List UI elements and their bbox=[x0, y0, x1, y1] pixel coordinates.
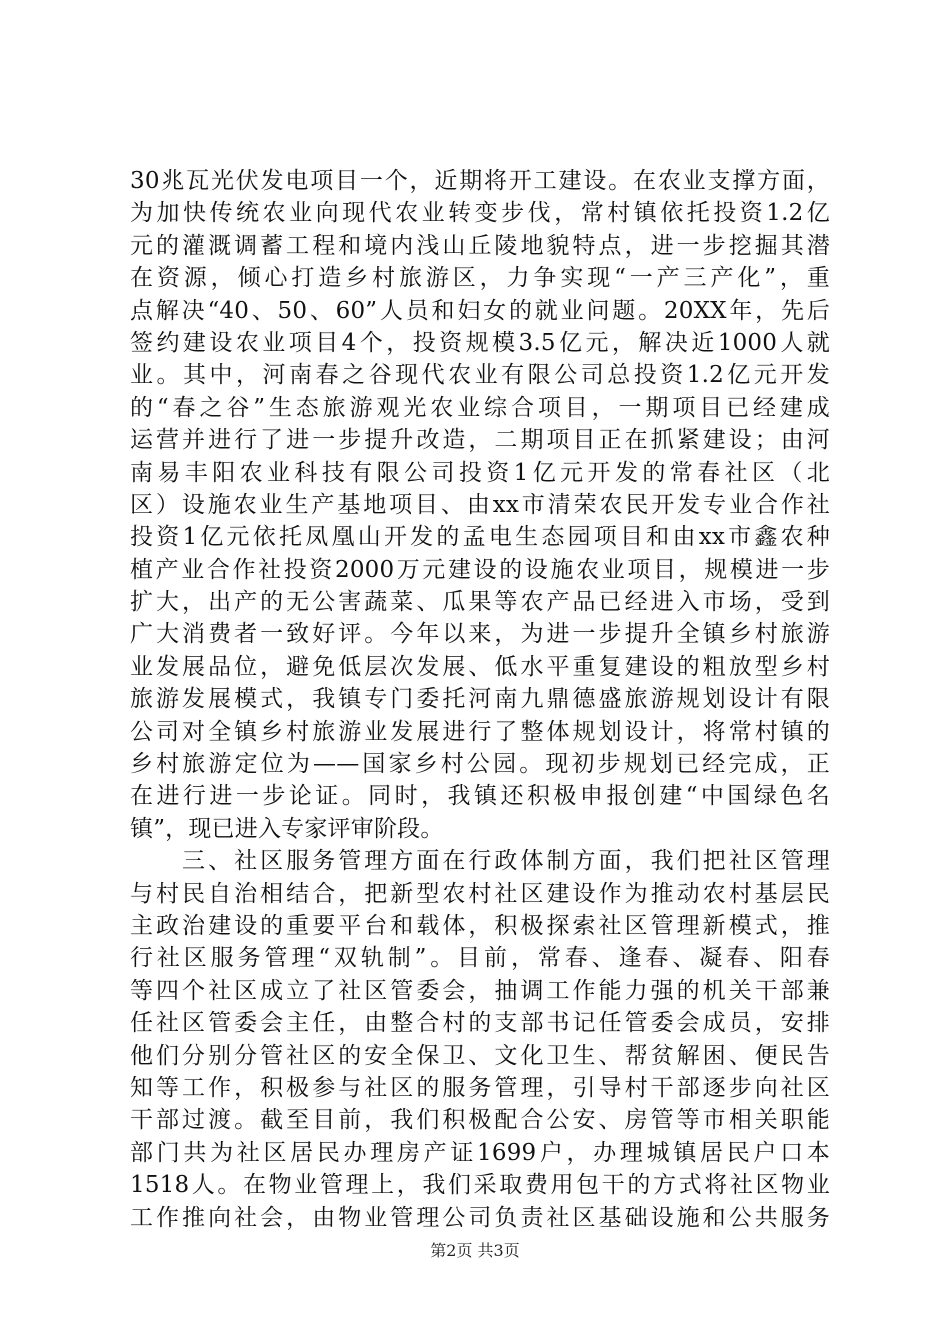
text-line: 签约建设农业项目4个，投资规模3.5亿元，解决近1000人就 bbox=[130, 329, 830, 356]
text-line: 工作推向社会，由物业管理公司负责社区基础设施和公共服务 bbox=[130, 1204, 830, 1231]
text-line: 在进行进一步论证。同时，我镇还积极申报创建“中国绿色名 bbox=[130, 783, 830, 810]
text-line: 30兆瓦光伏发电项目一个，近期将开工建设。在农业支撑方面， bbox=[130, 168, 830, 194]
text-line: 业发展品位，避免低层次发展、低水平重复建设的粗放型乡村 bbox=[130, 653, 830, 680]
page-footer: 第2页 共3页 bbox=[430, 1241, 520, 1260]
text-line: 运营并进行了进一步提升改造，二期项目正在抓紧建设；由河 bbox=[130, 427, 830, 454]
text-line: 三、社区服务管理方面在行政体制方面，我们把社区管理 bbox=[130, 848, 830, 875]
text-line: 行社区服务管理“双轨制”。目前，常春、逢春、凝春、阳春 bbox=[130, 945, 830, 972]
text-line: 乡村旅游定位为——国家乡村公园。现初步规划已经完成，正 bbox=[130, 751, 830, 778]
text-line: 植产业合作社投资2000万元建设的设施农业项目，规模进一步 bbox=[130, 556, 830, 583]
text-line: 主政治建设的重要平台和载体，积极探索社区管理新模式，推 bbox=[130, 912, 830, 939]
body-text bbox=[130, 165, 830, 1234]
text-line: 扩大，出产的无公害蔬菜、瓜果等农产品已经进入市场，受到 bbox=[130, 589, 830, 616]
text-line: 区）设施农业生产基地项目、由xx市清荣农民开发专业合作社 bbox=[130, 491, 830, 518]
text-line: 旅游发展模式，我镇专门委托河南九鼎德盛旅游规划设计有限 bbox=[130, 686, 830, 713]
text-line: 1518人。在物业管理上，我们采取费用包干的方式将社区物业 bbox=[130, 1172, 830, 1199]
text-line: 为加快传统农业向现代农业转变步伐，常村镇依托投资1.2亿 bbox=[130, 200, 830, 227]
text-line: 元的灌溉调蓄工程和境内浅山丘陵地貌特点，进一步挖掘其潜 bbox=[130, 232, 830, 259]
text-line: 在资源，倾心打造乡村旅游区，力争实现“一产三产化”，重 bbox=[130, 265, 830, 292]
text-line: 广大消费者一致好评。今年以来，为进一步提升全镇乡村旅游 bbox=[130, 621, 830, 648]
text-line: 知等工作，积极参与社区的服务管理，引导村干部逐步向社区 bbox=[130, 1074, 830, 1101]
text-line: 业。其中，河南春之谷现代农业有限公司总投资1.2亿元开发 bbox=[130, 362, 830, 389]
text-line: 投资1亿元依托凤凰山开发的孟电生态园项目和由xx市鑫农种 bbox=[130, 524, 830, 551]
text-line: 公司对全镇乡村旅游业发展进行了整体规划设计，将常村镇的 bbox=[130, 718, 830, 745]
text-line: 干部过渡。截至目前，我们积极配合公安、房管等市相关职能 bbox=[130, 1107, 830, 1134]
text-line: 部门共为社区居民办理房产证1699户，办理城镇居民户口本 bbox=[130, 1139, 830, 1166]
text-line: 的“春之谷”生态旅游观光农业综合项目，一期项目已经建成 bbox=[130, 394, 830, 421]
text-line: 镇”，现已进入专家评审阶段。 bbox=[130, 815, 444, 842]
text-line: 等四个社区成立了社区管委会，抽调工作能力强的机关干部兼 bbox=[130, 977, 830, 1004]
text-line: 任社区管委会主任，由整合村的支部书记任管委会成员，安排 bbox=[130, 1010, 830, 1037]
text-line: 他们分别分管社区的安全保卫、文化卫生、帮贫解困、便民告 bbox=[130, 1042, 830, 1069]
text-line: 与村民自治相结合，把新型农村社区建设作为推动农村基层民 bbox=[130, 880, 830, 907]
text-line: 南易丰阳农业科技有限公司投资1亿元开发的常春社区（北 bbox=[130, 459, 830, 486]
text-line: 点解决“40、50、60”人员和妇女的就业问题。20XX年，先后 bbox=[130, 297, 830, 324]
